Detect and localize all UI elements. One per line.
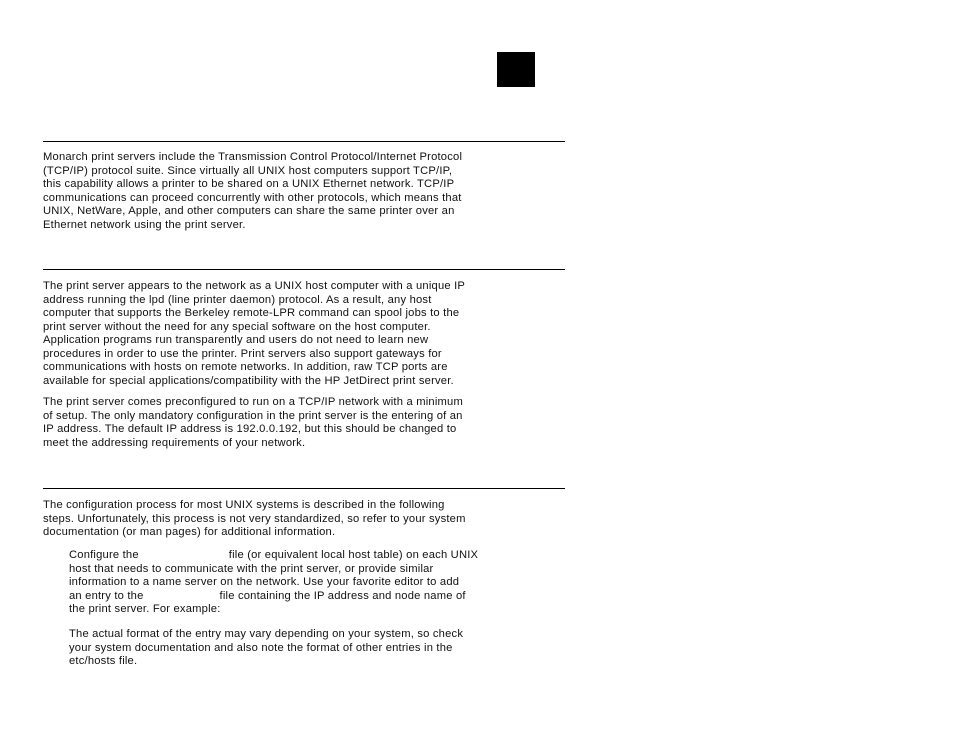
section-divider-3 — [43, 488, 565, 489]
configure-hosts-step — [69, 549, 478, 617]
text-line: steps. Unfortunately, this process is not very standardized, so refer to your system — [43, 512, 466, 525]
step-text: file containing the IP address and node name of — [219, 589, 466, 602]
entry-format-note — [69, 628, 463, 669]
configuration-intro-paragraph — [43, 499, 466, 540]
text-line: etc/hosts file. — [69, 655, 138, 667]
text-line: The print server appears to the network as a UNIX host computer with a unique IP — [43, 280, 466, 292]
text-line: computer that supports the Berkeley remote-LPR command can spool jobs to the — [43, 307, 460, 319]
step-text: Configure the — [69, 549, 139, 561]
text-line: Ethernet network using the print server. — [43, 218, 246, 231]
text-line: this capability allows a printer to be shared on a UNIX Ethernet network. TCP/IP — [43, 178, 455, 190]
text-line: communications with hosts on remote networks. In addition, raw TCP ports are — [43, 361, 448, 373]
text-line: procedures in order to use the printer. Print servers also support gateways for — [43, 347, 442, 360]
text-line: communications can proceed concurrently with other protocols, which means that — [43, 191, 462, 204]
text-line: documentation (or man pages) for additional information. — [43, 526, 336, 538]
section-divider-1 — [43, 141, 565, 142]
text-line: (TCP/IP) protocol suite. Since virtually all UNIX host computers support TCP/IP, — [43, 164, 453, 177]
text-line: the print server. For example: — [69, 603, 221, 615]
text-line: meet the addressing requirements of your network. — [43, 436, 306, 449]
step-text: an entry to the — [69, 589, 144, 602]
tcpip-overview-paragraph — [43, 151, 462, 232]
text-line: available for special applications/compatibility with the HP JetDirect print server. — [43, 374, 454, 387]
text-line: The actual format of the entry may vary depending on your system, so check — [69, 628, 464, 640]
print-server-network-paragraph — [43, 280, 465, 388]
text-line — [69, 590, 478, 604]
text-line: Monarch print servers include the Transmission Control Protocol/Internet Protocol — [43, 151, 463, 163]
text-line: IP address. The default IP address is 192.0.0.192, but this should be changed to — [43, 423, 457, 435]
chapter-tab-marker — [497, 52, 535, 87]
text-line: print server without the need for any special software on the host computer. — [43, 320, 431, 333]
text-line: of setup. The only mandatory configuration in the print server is the entering of an — [43, 409, 463, 422]
step-text: file (or equivalent local host table) on each UNIX — [228, 549, 479, 561]
text-line: your system documentation and also note the format of other entries in the — [69, 641, 453, 654]
text-line: host that needs to communicate with the print server, or provide similar — [69, 562, 434, 575]
text-line: The print server comes preconfigured to run on a TCP/IP network with a minimum — [43, 396, 463, 408]
text-line — [69, 549, 478, 563]
text-line: The configuration process for most UNIX systems is described in the following — [43, 499, 445, 511]
text-line: information to a name server on the network. Use your favorite editor to add — [69, 576, 460, 588]
preconfigured-paragraph — [43, 396, 463, 450]
text-line: address running the lpd (line printer daemon) protocol. As a result, any host — [43, 293, 432, 306]
text-line: UNIX, NetWare, Apple, and other computers can share the same printer over an — [43, 205, 455, 217]
text-line: Application programs run transparently and users do not need to learn new — [43, 334, 429, 346]
section-divider-2 — [43, 269, 565, 270]
